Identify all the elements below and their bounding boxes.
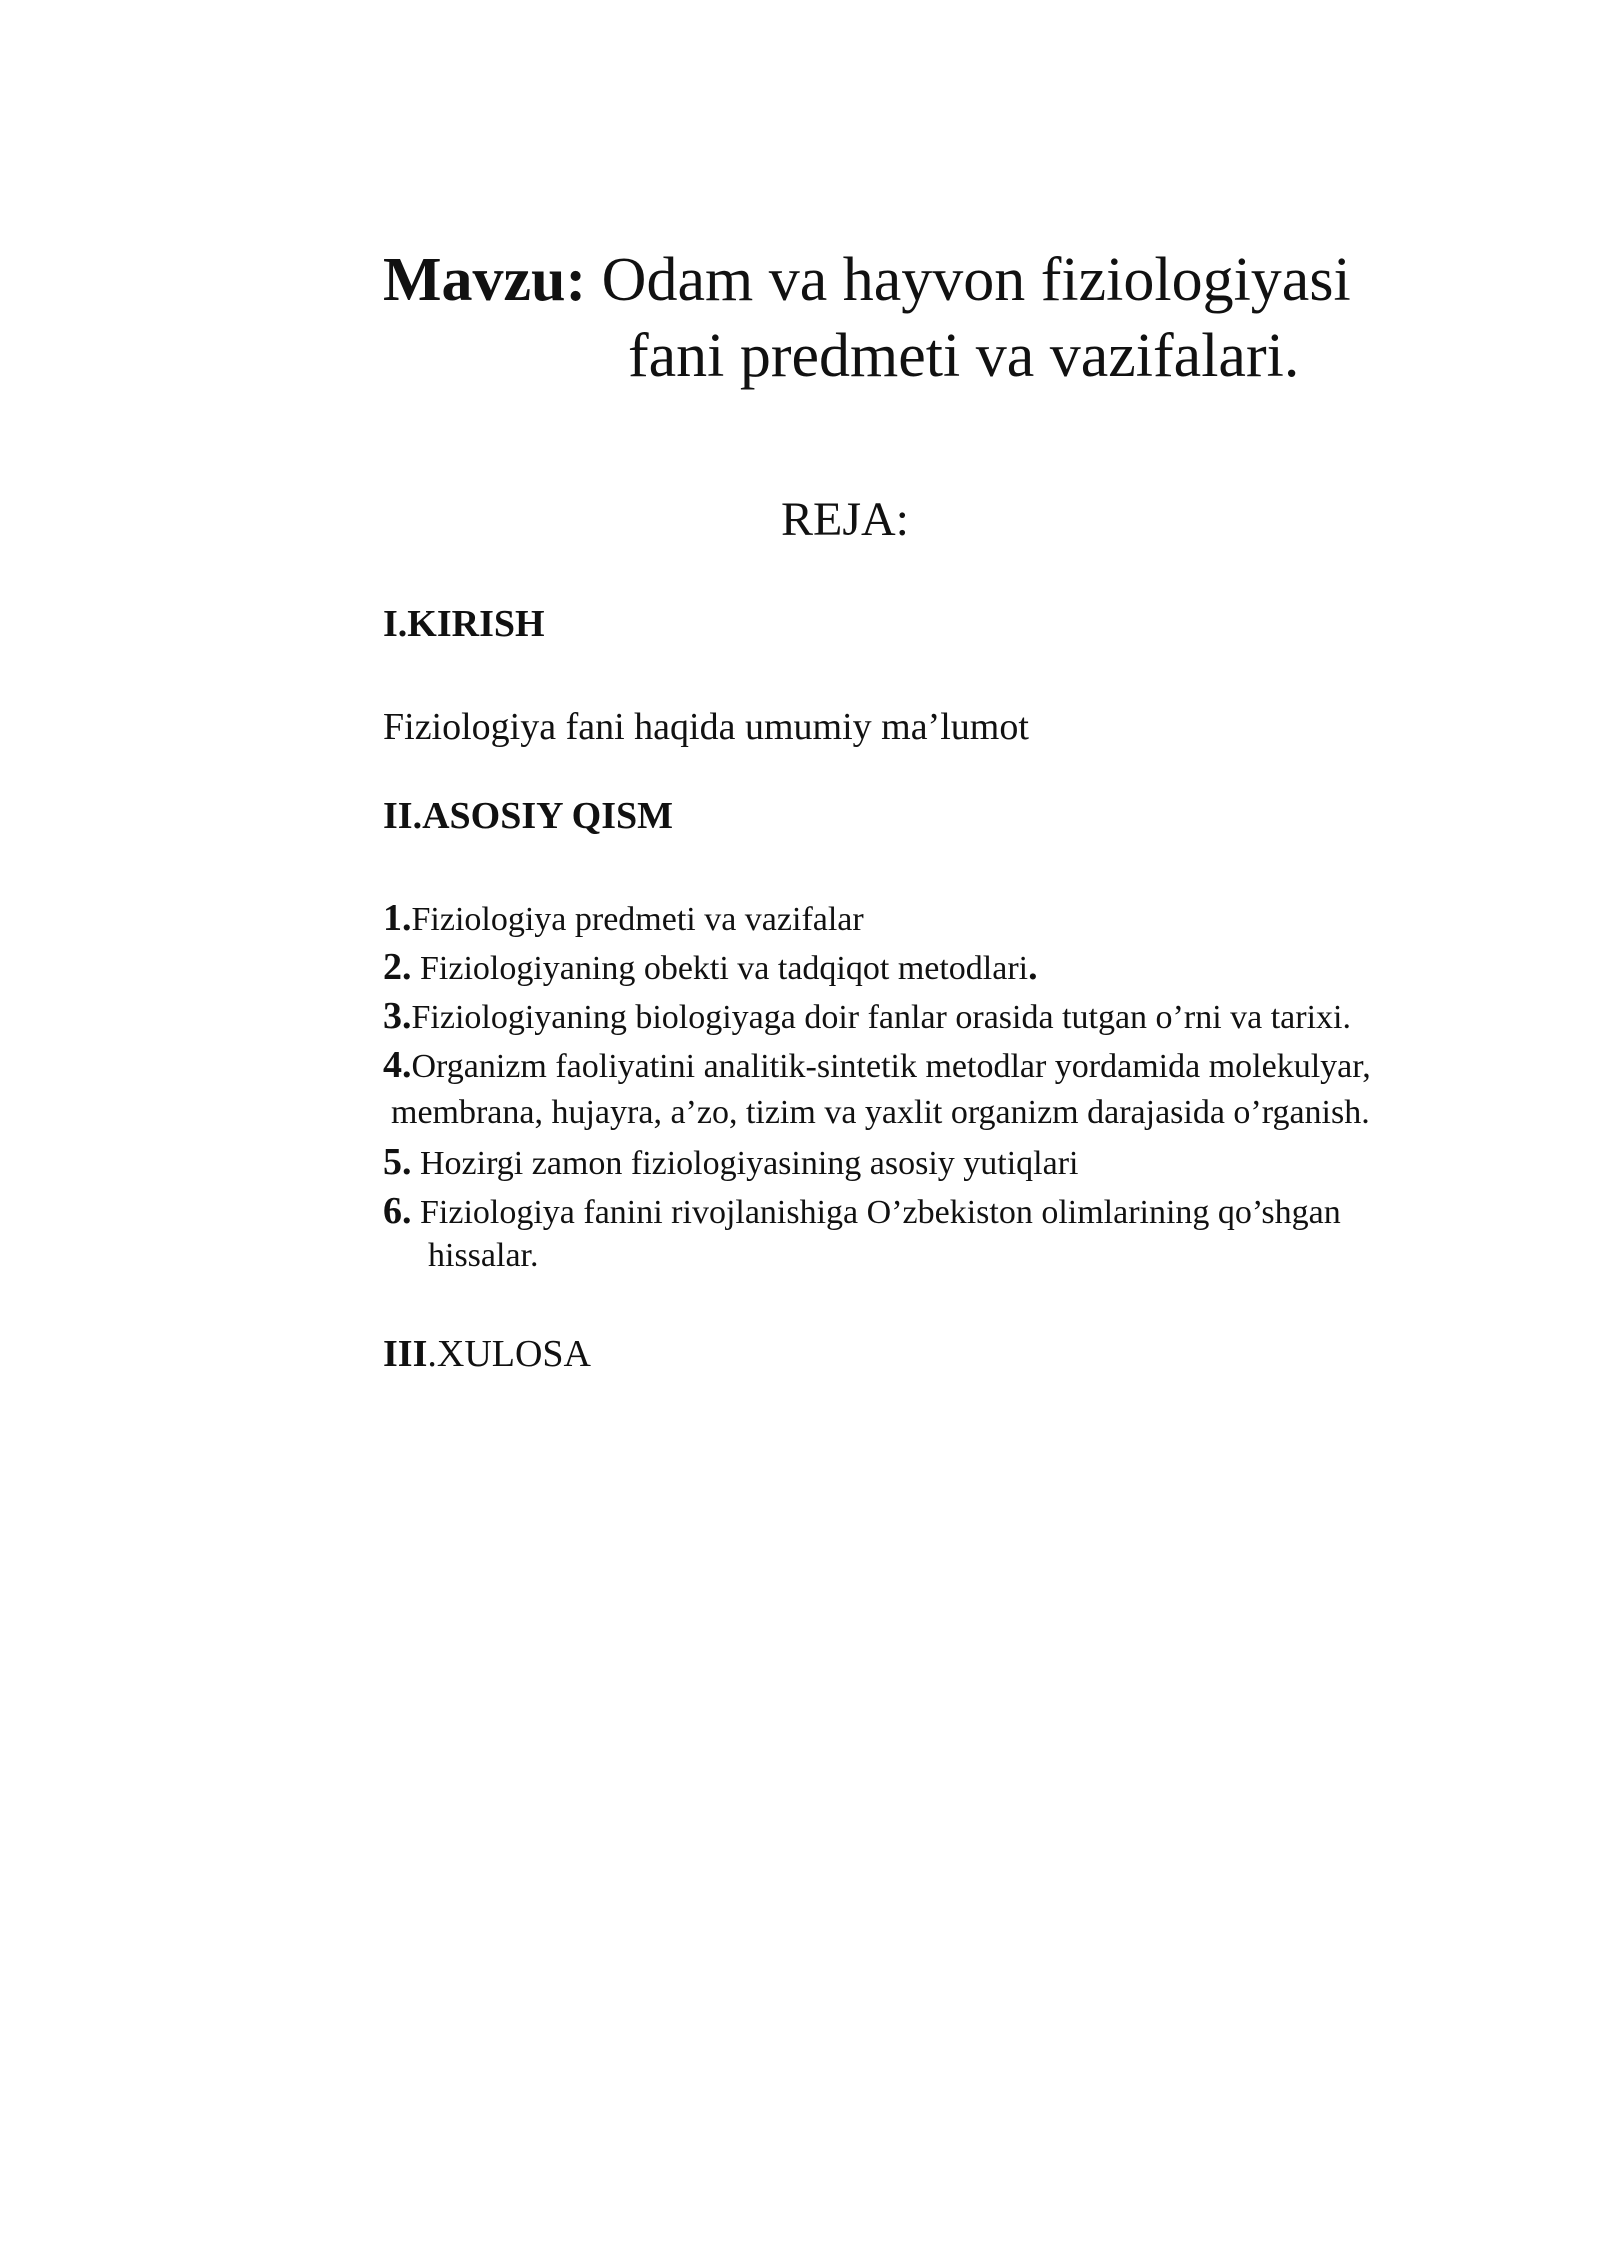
plan-item-4 (383, 1041, 1371, 1091)
plan-item-number: 1. (383, 897, 412, 939)
conclusion-heading (383, 1330, 591, 1378)
plan-item-tail: . (1028, 946, 1038, 988)
plan-item-number: 5. (383, 1141, 412, 1183)
plan-item-1 (383, 894, 864, 944)
plan-item-number: 2. (383, 946, 412, 988)
conclusion-roman: III (383, 1333, 428, 1375)
plan-heading: REJA: (780, 493, 909, 546)
plan-item-text: Fiziologiya predmeti va vazifalar (411, 901, 864, 938)
plan-item-text: Fiziologiyaning obekti va tadqiqot metodlari (420, 950, 1029, 987)
plan-item-6 (383, 1187, 1341, 1237)
topic-label: Mavzu: (383, 246, 587, 314)
plan-item-6-continuation: hissalar. (428, 1237, 539, 1274)
main-part-heading: II.ASOSIY QISM (383, 795, 674, 837)
plan-item-number: 4. (383, 1044, 412, 1086)
plan-item-number: 3. (383, 995, 412, 1037)
plan-item-2 (383, 943, 1038, 993)
plan-item-4-continuation: membrana, hujayra, a’zo, tizim va yaxlit organizm darajasida o’rganish. (391, 1094, 1370, 1131)
conclusion-text: .XULOSA (427, 1333, 591, 1375)
plan-item-3 (383, 992, 1351, 1042)
plan-item-text: Organizm faoliyatini analitik-sintetik metodlar yordamida molekulyar, (411, 1048, 1371, 1085)
intro-text: Fiziologiya fani haqida umumiy ma’lumot (383, 706, 1029, 748)
intro-heading: I.KIRISH (383, 603, 545, 645)
plan-item-text: Fiziologiyaning biologiyaga doir fanlar orasida tutgan o’rni va tarixi. (411, 999, 1351, 1036)
plan-item-text: Fiziologiya fanini rivojlanishiga O’zbekiston olimlarining qo’shgan (420, 1194, 1341, 1231)
topic-title-line2: fani predmeti va vazifalari. (628, 322, 1300, 390)
topic-title-text: Odam va hayvon fiziologiyasi (601, 246, 1351, 314)
topic-title-line1 (383, 242, 1351, 318)
plan-item-text: Hozirgi zamon fiziologiyasining asosiy yutiqlari (420, 1145, 1079, 1182)
plan-item-number: 6. (383, 1190, 412, 1232)
plan-item-5 (383, 1138, 1078, 1188)
